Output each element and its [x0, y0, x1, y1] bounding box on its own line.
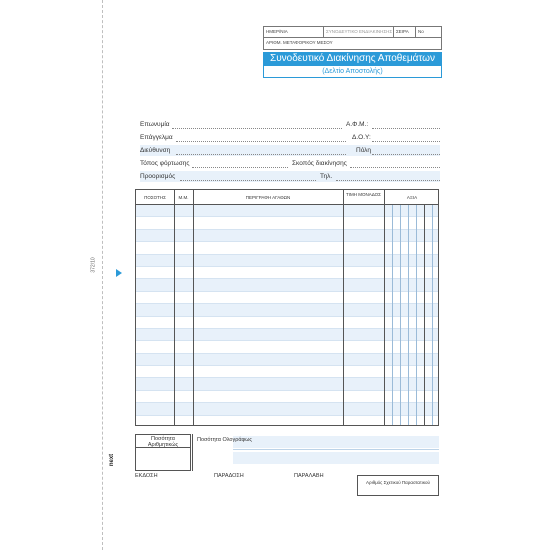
profession-label: Επάγγελμα [140, 134, 173, 141]
phone-label: Τηλ. [320, 173, 333, 180]
address-field[interactable] [176, 154, 346, 155]
info-line-loading [140, 157, 440, 170]
doy-label: Δ.Ο.Υ: [352, 134, 371, 141]
qty-words-line [233, 449, 439, 450]
qty-numeric-label: Ποσότητα Αριθμητικώς [136, 435, 190, 448]
afm-field[interactable] [372, 128, 440, 129]
qty-words-band [233, 436, 439, 448]
loading-place-label: Τόπος φόρτωσης [140, 160, 190, 167]
col-divider [193, 190, 194, 425]
qty-words-box[interactable] [192, 434, 439, 471]
afm-label: Α.Φ.Μ.: [346, 121, 369, 128]
col-subdivider [400, 205, 401, 425]
qty-words-label: Ποσότητα Ολογράφως [197, 437, 253, 443]
name-label: Επωνυμία [140, 121, 170, 128]
series-label: ΣΕΙΡΑ [394, 27, 416, 37]
header-box [263, 26, 442, 78]
receipt-signature-label: ΠΑΡΑΛΑΒΗ [294, 473, 324, 479]
name-field[interactable] [172, 128, 342, 129]
issue-signature-label: ΕΚΔΟΣΗ [135, 473, 158, 479]
col-divider [343, 190, 344, 425]
brand-logo: next [109, 453, 116, 467]
col-description: ΠΕΡΙΓΡΑΦΗ ΑΓΑΘΩΝ [245, 195, 291, 200]
document-title: Συνοδευτικό Διακίνησης Αποθεμάτων [263, 52, 442, 66]
phone-field[interactable] [336, 180, 440, 181]
customer-info [140, 118, 440, 183]
date-label: ΗΜΕΡ/ΝΙΑ [264, 27, 324, 37]
purpose-label: Σκοπός διακίνησης [292, 160, 347, 167]
document-subtitle: (Δελτίο Αποστολής) [263, 66, 442, 78]
header-row-vehicle [263, 38, 442, 50]
info-line-name [140, 118, 440, 131]
form-code: 372/10 [90, 257, 97, 273]
number-label: Νο [418, 29, 424, 34]
info-line-profession [140, 131, 440, 144]
related-doc-label: Αριθμός Σχετικού Παραστατικού [366, 480, 430, 485]
col-subdivider [416, 205, 417, 425]
col-quantity: ΠΟΣΟΤΗΣ [144, 195, 166, 200]
address-label: Διεύθυνση [140, 147, 171, 154]
info-line-address [140, 144, 440, 157]
col-divider [384, 190, 385, 425]
qty-numeric-box[interactable] [135, 434, 191, 471]
doy-field[interactable] [372, 141, 440, 142]
city-field[interactable] [372, 154, 440, 155]
arrow-marker-icon [116, 269, 122, 277]
col-subdivider [432, 205, 433, 425]
destination-label: Προορισμός [140, 173, 176, 180]
col-unit: Μ.Μ. [178, 195, 189, 200]
col-divider [174, 190, 175, 425]
quantity-box [135, 434, 439, 471]
col-divider [424, 205, 425, 425]
purpose-field[interactable] [350, 167, 440, 168]
col-unit-price: ΤΙΜΗ ΜΟΝΑΔΟΣ [346, 192, 381, 197]
info-line-destination [140, 170, 440, 183]
destination-field[interactable] [180, 180, 316, 181]
items-table-header [136, 190, 438, 205]
col-subdivider [408, 205, 409, 425]
profession-field[interactable] [176, 141, 346, 142]
perforation-line [102, 0, 103, 550]
qty-words-band [233, 452, 439, 464]
doc-hint: ΣΥΝΟΔΕΥΤΙΚΟ ΕΝΔΙΑΚΙΝΗΣΗΣ [324, 27, 394, 37]
city-label: Πόλη [356, 147, 372, 154]
col-value: ΑΞΙΑ [406, 195, 418, 200]
delivery-signature-label: ΠΑΡΑΔΟΣΗ [214, 473, 244, 479]
related-doc-box[interactable] [357, 475, 439, 496]
items-table [135, 189, 439, 426]
loading-place-field[interactable] [192, 167, 288, 168]
header-row-date [263, 26, 442, 38]
vehicle-label: ΑΡΙΘΜ. ΜΕΤΑΦΟΡΙΚΟΥ ΜΕΣΟΥ [266, 40, 333, 45]
col-subdivider [392, 205, 393, 425]
